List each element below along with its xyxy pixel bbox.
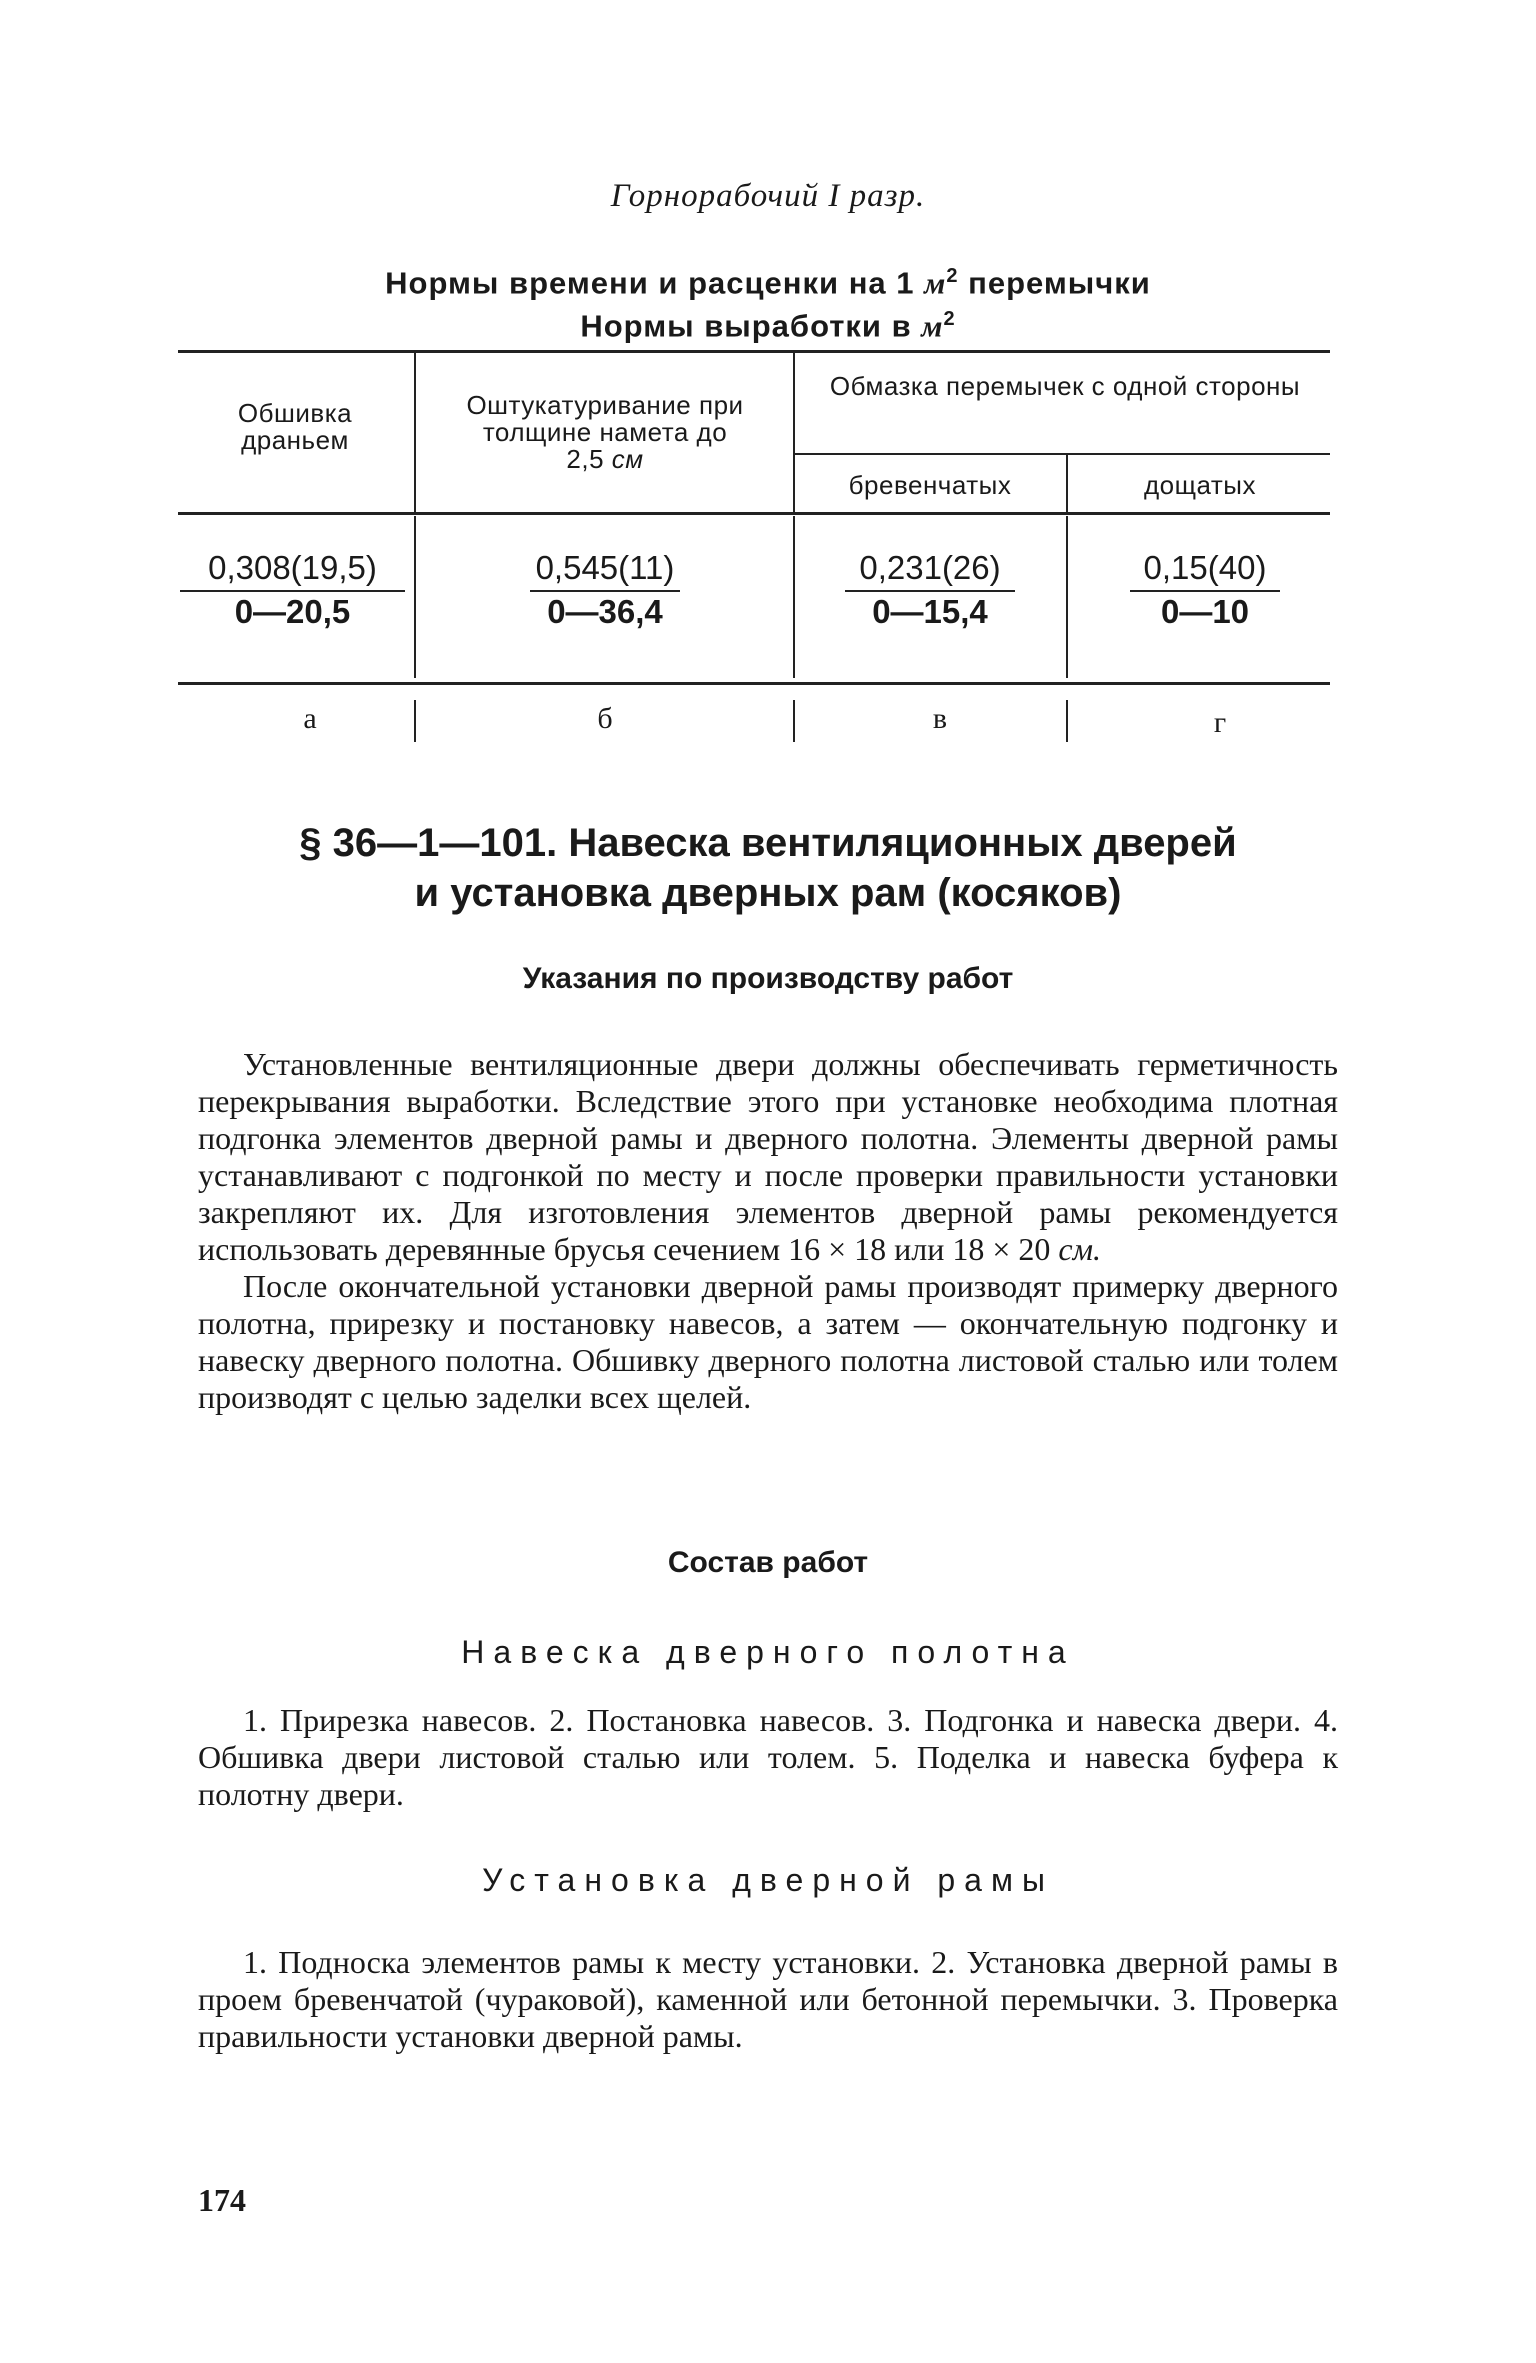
column-tag: в xyxy=(932,702,948,735)
col-b-header: Оштукатуривание при толщине намета до 2,5 см xyxy=(466,390,744,474)
col-a-header: Обшивка драньем xyxy=(237,398,353,455)
table-cell: $\frac{0,231(26)}{0—15,4}$ xyxy=(845,548,1015,632)
group-header: Обмазка перемычек с одной стороны xyxy=(829,371,1301,401)
table-top-rule xyxy=(178,350,1330,353)
body-bottom-rule xyxy=(178,682,1330,685)
col-divider xyxy=(414,700,416,742)
group-rule xyxy=(793,453,1330,455)
norms-title: Нормы времени и расценки на 1 $м^2$ перемычки Нормы выработки в $м^2$ xyxy=(385,265,1151,344)
table-cell: $\frac{0,308(19,5)}{0—20,5}$ xyxy=(180,548,405,632)
subsection-text: 1. Прирезка навесов. 2. Постановка навесов. 3. Подгонка и навеска двери. 4. Обшивка двери листовой сталью или толем. 5. Поделка и навеска буфера к полотну двери. xyxy=(198,1702,1338,1812)
col-divider xyxy=(793,352,795,512)
section-title: § 36—1—101. Навеска вентиляционных дверей и установка дверных рам (косяков) xyxy=(299,821,1237,915)
subsection-heading: Навеска дверного полотна xyxy=(461,1634,1075,1670)
table-cell: $\frac{0,545(11)}{0—36,4}$ xyxy=(530,548,680,632)
col-divider xyxy=(1066,700,1068,742)
page-number: 174 xyxy=(198,2182,246,2218)
subsection-text: 1. Подноска элементов рамы к месту установки. 2. Установка дверной рамы в проем бревенчатой (чураковой), каменной или бетонной перемычки. 3. Проверка правильности установки дверной рамы. xyxy=(198,1944,1338,2054)
col-divider xyxy=(1066,455,1068,512)
column-tag: б xyxy=(597,702,613,735)
worker-grade: Горнорабочий I разр. xyxy=(610,178,926,214)
table-cell: $\frac{0,15(40)}{0—10}$ xyxy=(1130,548,1280,632)
column-tag: а xyxy=(303,702,317,735)
composition-heading: Состав работ xyxy=(667,1546,869,1579)
column-tag: г xyxy=(1213,706,1227,739)
col-divider xyxy=(793,700,795,742)
col-c-header: бревенчатых xyxy=(848,470,1012,500)
col-divider xyxy=(414,516,416,678)
instructions-text: Установленные вентиляционные двери должны обеспечивать герметичность перекрывания выработки. Вследствие этого при установке необходима плотная подгонка элементов дверной рамы и дверного полотна. Элементы дверной рамы устанавливают с подгонкой по месту и после проверки правильности установки закрепляют их. Для изготовления элементов дверной рамы рекомендуется использовать деревянные брусья сечением 16 × 18 или 18 × 20 см. После окончательной установки дверной рамы производят примерку дверного полотна, прирезку и постановку навесов, а затем — окончательную подгонку и навеску дверного полотна. Обшивку дверного полотна листовой сталью или толем производят с целью заделки всех щелей. xyxy=(198,1046,1338,1415)
instructions-heading: Указания по производству работ xyxy=(522,962,1014,995)
col-divider xyxy=(793,516,795,678)
col-divider xyxy=(414,352,416,512)
header-bottom-rule xyxy=(178,512,1330,515)
col-divider xyxy=(1066,516,1068,678)
col-d-header: дощатых xyxy=(1143,470,1256,500)
subsection-heading: Установка дверной рамы xyxy=(482,1862,1054,1898)
